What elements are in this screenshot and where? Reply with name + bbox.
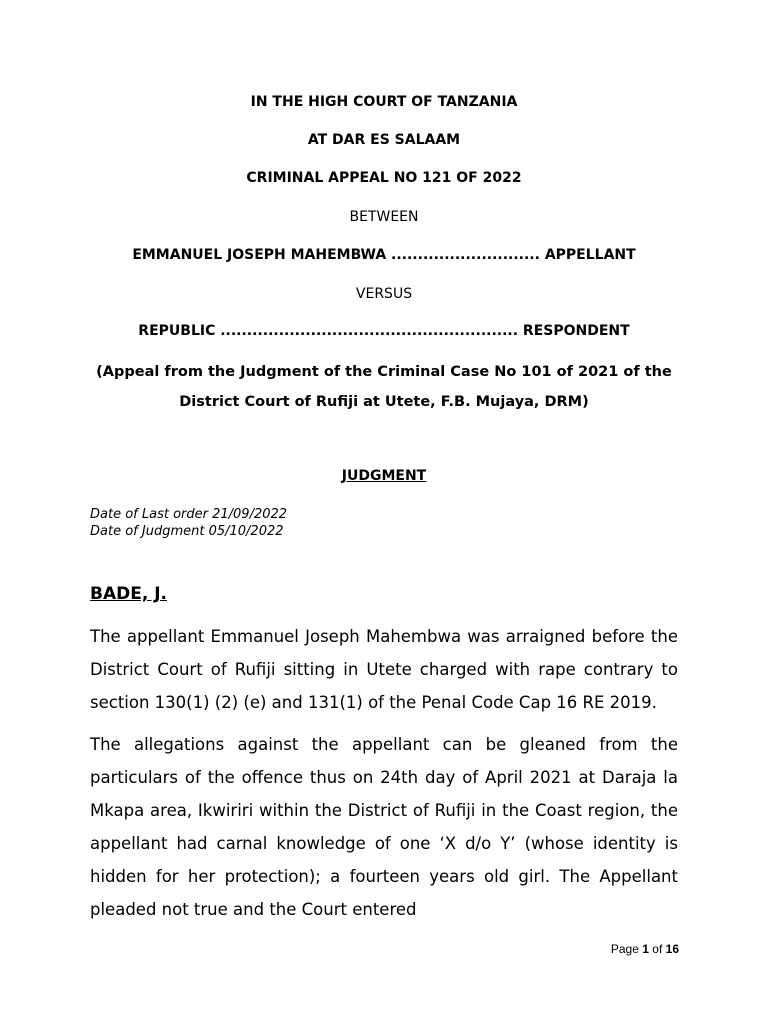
between-label: BETWEEN xyxy=(349,209,419,225)
page-footer xyxy=(611,942,679,956)
page-total: 16 xyxy=(665,942,679,956)
page-current: 1 xyxy=(642,942,649,956)
paragraph-2: The allegations against the appellant can be gleaned from the particulars of the offence thus on 24th day of April 2021 at Daraja la Mkapa area, Ikwiriri within the District of Rufiji in the Coast region, the appellant had carnal knowledge of one ‘X d/o Y’ (whose identity is hidden for her protection); a fourteen years old girl. The Appellant pleaded not true and the Court entered xyxy=(90,735,678,919)
of-label: of xyxy=(652,942,663,956)
paragraph-1: The appellant Emmanuel Joseph Mahembwa was arraigned before the District Court of Rufiji sitting in Utete charged with rape contrary to section 130(1) (2) (e) and 131(1) of the Penal Code Cap 16 RE 2019. xyxy=(90,627,678,712)
case-number: CRIMINAL APPEAL NO 121 OF 2022 xyxy=(246,170,522,186)
court-location: AT DAR ES SALAAM xyxy=(307,132,461,148)
judgment-title: JUDGMENT xyxy=(341,468,427,484)
date-of-judgment: Date of Judgment 05/10/2022 xyxy=(90,524,284,539)
judge-name: BADE, J. xyxy=(90,584,167,604)
court-name: IN THE HIGH COURT OF TANZANIA xyxy=(250,94,518,110)
appellant-line: EMMANUEL JOSEPH MAHEMBWA ............................ APPELLANT xyxy=(132,247,636,263)
versus-label: VERSUS xyxy=(355,286,413,302)
page-label: Page xyxy=(610,942,639,956)
appeal-note-line-2: District Court of Rufiji at Utete, F.B. Mujaya, DRM) xyxy=(179,394,589,410)
appeal-note-line-1: (Appeal from the Judgment of the Criminal Case No 101 of 2021 of the xyxy=(96,364,672,380)
date-last-order: Date of Last order 21/09/2022 xyxy=(90,507,288,522)
respondent-line: REPUBLIC ........................................................ RESPONDENT xyxy=(138,323,630,339)
dates-block xyxy=(90,506,287,540)
